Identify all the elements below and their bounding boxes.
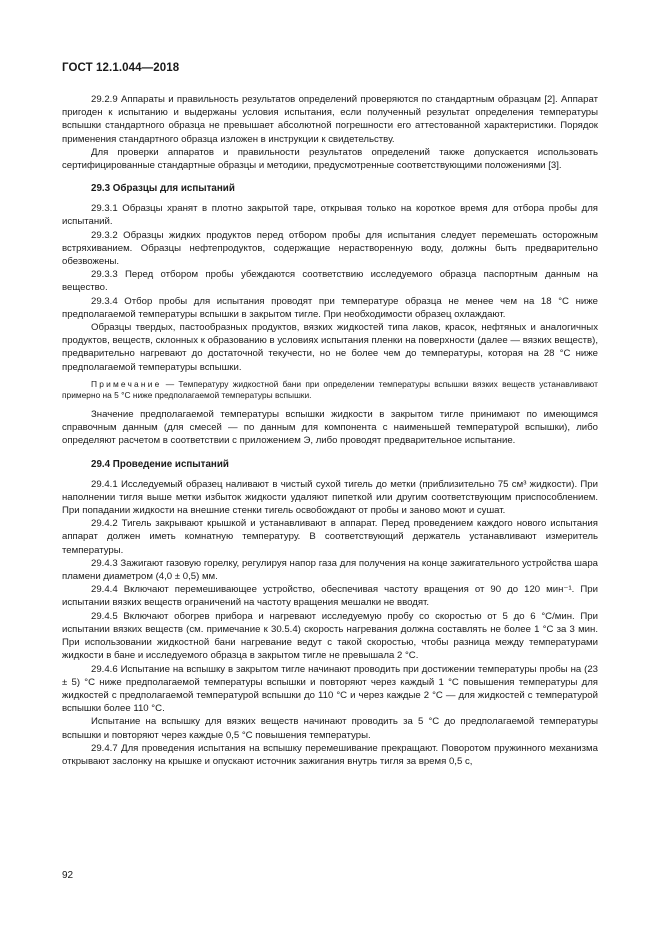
paragraph: 29.4.2 Тигель закрывают крышкой и устанавливают в аппарат. Перед проведением каждого нового испытания аппарат должен иметь комнатную температуру. В соответствующий держатель устанавливают измеритель температуры. <box>62 518 598 556</box>
paragraph: 29.4.4 Включают перемешивающее устройство, обеспечивая частоту вращения от 90 до 120 мин⁻¹. При испытании вязких веществ ограничений на частоту вращения мешалки не вводят. <box>62 584 598 609</box>
paragraph: 29.2.9 Аппараты и правильность результатов определений проверяются по стандартным образцам [2]. Аппарат пригоден к испытанию и выдержаны условия испытания, если полученный результат определения температуры вспышки стандартного образца не превышает абсолютной погрешности его аттестованной характеристики. Порядок применения стандартного образца изложен в инструкции к свидетельству. <box>62 94 598 145</box>
section-heading: 29.4 Проведение испытаний <box>91 458 229 470</box>
document-header: ГОСТ 12.1.044—2018 <box>62 62 180 74</box>
note-label: Примечание <box>91 378 162 389</box>
document-body <box>62 93 598 768</box>
paragraph: Для проверки аппаратов и правильности результатов определений также допускается использовать сертифицированные стандартные образцы и методики, предусмотренные соответствующими положениями [3]. <box>62 146 598 172</box>
paragraph: 29.4.6 Испытание на вспышку в закрытом тигле начинают проводить при достижении температуры пробы на (23 ± 5) °С ниже предполагаемой температуры вспышки и повторяют через каждый 1 °С повышения температуры для жидкостей с предполагаемой температурой вспышки до 110 °С и через каждые 2 °С — для жидкостей с температурой вспышки более 110 °С. <box>62 663 598 715</box>
paragraph: Испытание на вспышку для вязких веществ начинают проводить за 5 °С до предполагаемой температуры вспышки и повторяют через каждые 0,5 °С повышения температуры. <box>62 716 598 741</box>
paragraph: 29.3.3 Перед отбором пробы убеждаются соответствию исследуемого образца паспортным данным на вещество. <box>62 269 598 294</box>
paragraph: 29.4.5 Включают обогрев прибора и нагревают исследуемую пробу со скоростью от 5 до 6 °С/мин. При испытании вязких веществ (см. примечание к 30.5.4) скорость нагревания должна составлять не более 1 °С за 3 мин. При использовании жидкостной бани нагревание ведут с такой скоростью, чтобы разница между температурами жидкости в бане и исследуемого образца в закрытом тигле не превышала 2 °С. <box>62 610 598 662</box>
paragraph: 29.4.3 Зажигают газовую горелку, регулируя напор газа для получения на конце зажигательного устройства шара пламени диаметром (4,0 ± 0,5) мм. <box>62 557 598 583</box>
note <box>62 379 598 402</box>
section-heading: 29.3 Образцы для испытаний <box>91 183 235 195</box>
paragraph: 29.3.2 Образцы жидких продуктов перед отбором пробы для испытания следует перемешать осторожным встряхиванием. Образцы нефтепродуктов, содержащие нерастворенную воду, должны быть предварительно обезвожены. <box>62 229 598 268</box>
paragraph: 29.3.1 Образцы хранят в плотно закрытой таре, открывая только на короткое время для отбора пробы для испытаний. <box>62 203 598 228</box>
paragraph: Образцы твердых, пастообразных продуктов, вязких жидкостей типа лаков, красок, нефтяных и аналогичных продуктов, веществ, склонных к образованию в условиях испытания пленки на поверхности (далее — вязких веществ), предварительно нагревают до достаточной текучести, но не более чем до температуры, которая на 28 °С ниже предполагаемой температуры вспышки. <box>62 322 598 373</box>
page-number: 92 <box>62 870 74 881</box>
paragraph: 29.4.7 Для проведения испытания на вспышку перемешивание прекращают. Поворотом пружинного механизма открывают заслонку на крышке и опускают источник зажигания внутрь тигля за время 0,5 с, <box>62 742 598 767</box>
paragraph: Значение предполагаемой температуры вспышки жидкости в закрытом тигле принимают по имеющимся справочным данным (для смесей — по данным для компонента с наименьшей температурой вспышки), либо определяют расчетом в соответствии с приложением Э, либо проводят предварительное испытание. <box>62 409 598 447</box>
note-text: — Температуру жидкостной бани при определении температуры вспышки вязких веществ устанавливают примерно на 5 °С ниже предполагаемой температуры вспышки. <box>62 378 598 401</box>
paragraph: 29.4.1 Исследуемый образец наливают в чистый сухой тигель до метки (приблизительно 75 см³ жидкости). При наполнении тигля выше метки избыток жидкости удаляют пипеткой или другим соответствующим приспособлением. При попадании жидкости на внешние стенки тигель освобождают от пробы и заново моют и сушат. <box>62 478 598 517</box>
paragraph: 29.3.4 Отбор пробы для испытания проводят при температуре образца не менее чем на 18 °С ниже предполагаемой температуры вспышки в закрытом тигле. При необходимости образец охлаждают. <box>62 295 598 320</box>
